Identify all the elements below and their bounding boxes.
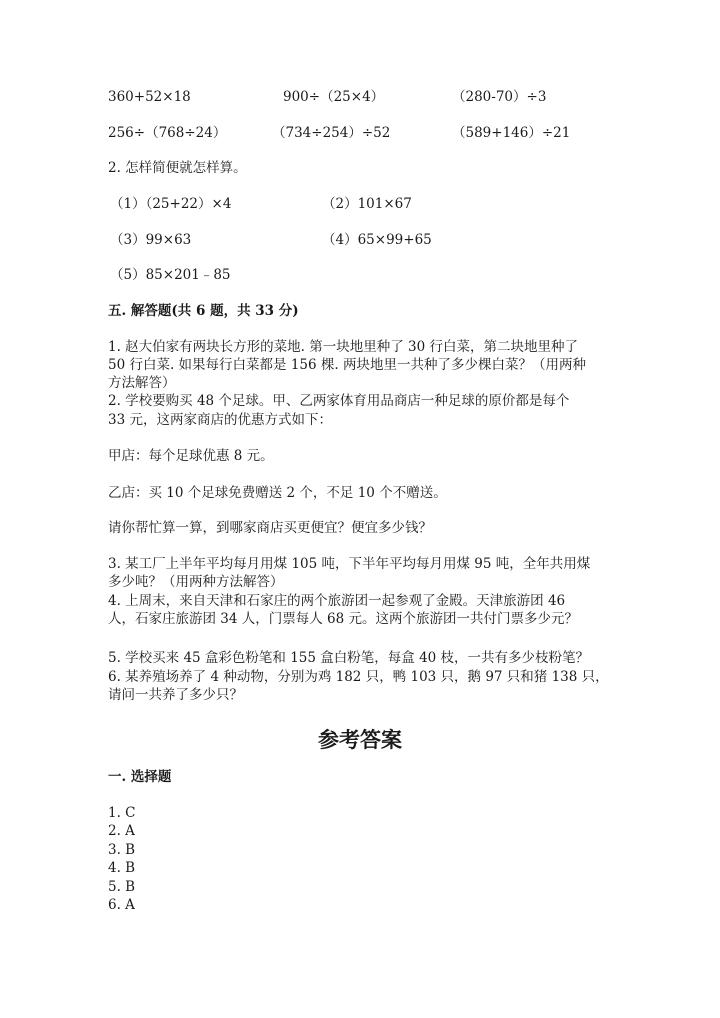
problem-line: 请你帮忙算一算，到哪家商店买更便宜？便宜多少钱？ — [108, 520, 432, 536]
calc-1-3: （280-70）÷3 — [452, 89, 547, 105]
problem-line: 50 行白菜. 如果每行白菜都是 156 棵. 两块地里一共种了多少棵白菜？（用两种 — [108, 357, 586, 373]
problem-line: 5. 学校买来 45 盒彩色粉笔和 155 盒白粉笔，每盒 40 枝，一共有多少枝粉笔？ — [108, 650, 590, 666]
calc-2-2: （734÷254）÷52 — [272, 125, 391, 141]
section5-title: 五. 解答题(共 6 题，共 33 分) — [108, 303, 299, 319]
problem-line: 4. 上周末，来自天津和石家庄的两个旅游团一起参观了金殿。天津旅游团 46 — [108, 593, 566, 609]
problem-line: 2. 学校要购买 48 个足球。甲、乙两家体育用品商店一种足球的原价都是每个 — [108, 393, 570, 409]
calc-1-2: 900÷（25×4） — [283, 89, 385, 105]
calc-2-3: （589+146）÷21 — [452, 125, 571, 141]
answer-item: 5. B — [108, 879, 136, 895]
problem-line: 方法解答） — [108, 375, 176, 391]
answer-key-title: 参考答案 — [318, 727, 402, 752]
problem-line: 乙店：买 10 个足球免费赠送 2 个，不足 10 个不赠送。 — [108, 485, 447, 501]
answer-item: 3. B — [108, 842, 136, 858]
answer-item: 1. C — [108, 805, 136, 821]
answer-item: 2. A — [108, 823, 135, 839]
q2-item-1: （1）（25+22）×4 — [110, 196, 232, 212]
problem-line: 人，石家庄旅游团 34 人，门票每人 68 元。这两个旅游团一共付门票多少元？ — [108, 611, 579, 627]
problem-line: 甲店：每个足球优惠 8 元。 — [108, 448, 274, 464]
calc-2-1: 256÷（768÷24） — [108, 125, 227, 141]
problem-line: 33 元，这两家商店的优惠方式如下： — [108, 412, 332, 428]
q2-item-3: （3）99×63 — [110, 232, 192, 248]
q2-item-5: （5）85×201﹣85 — [110, 267, 231, 283]
q2-title: 2. 怎样简便就怎样算。 — [108, 160, 247, 176]
problem-line: 请问一共养了多少只？ — [108, 687, 243, 703]
answer-item: 4. B — [108, 860, 136, 876]
problem-line: 6. 某养殖场养了 4 种动物，分别为鸡 182 只，鸭 103 只，鹅 97 只和猪 138 只， — [108, 669, 609, 685]
q2-item-4: （4）65×99+65 — [322, 232, 432, 248]
calc-1-1: 360+52×18 — [108, 89, 191, 105]
problem-line: 3. 某工厂上半年平均每月用煤 105 吨，下半年平均每月用煤 95 吨，全年共用煤 — [108, 556, 591, 572]
answer-section-title: 一. 选择题 — [108, 769, 172, 785]
problem-line: 多少吨？（用两种方法解答） — [108, 574, 284, 590]
answer-item: 6. A — [108, 897, 135, 913]
q2-item-2: （2）101×67 — [322, 196, 412, 212]
problem-line: 1. 赵大伯家有两块长方形的菜地. 第一块地里种了 30 行白菜，第二块地里种了 — [108, 339, 579, 355]
